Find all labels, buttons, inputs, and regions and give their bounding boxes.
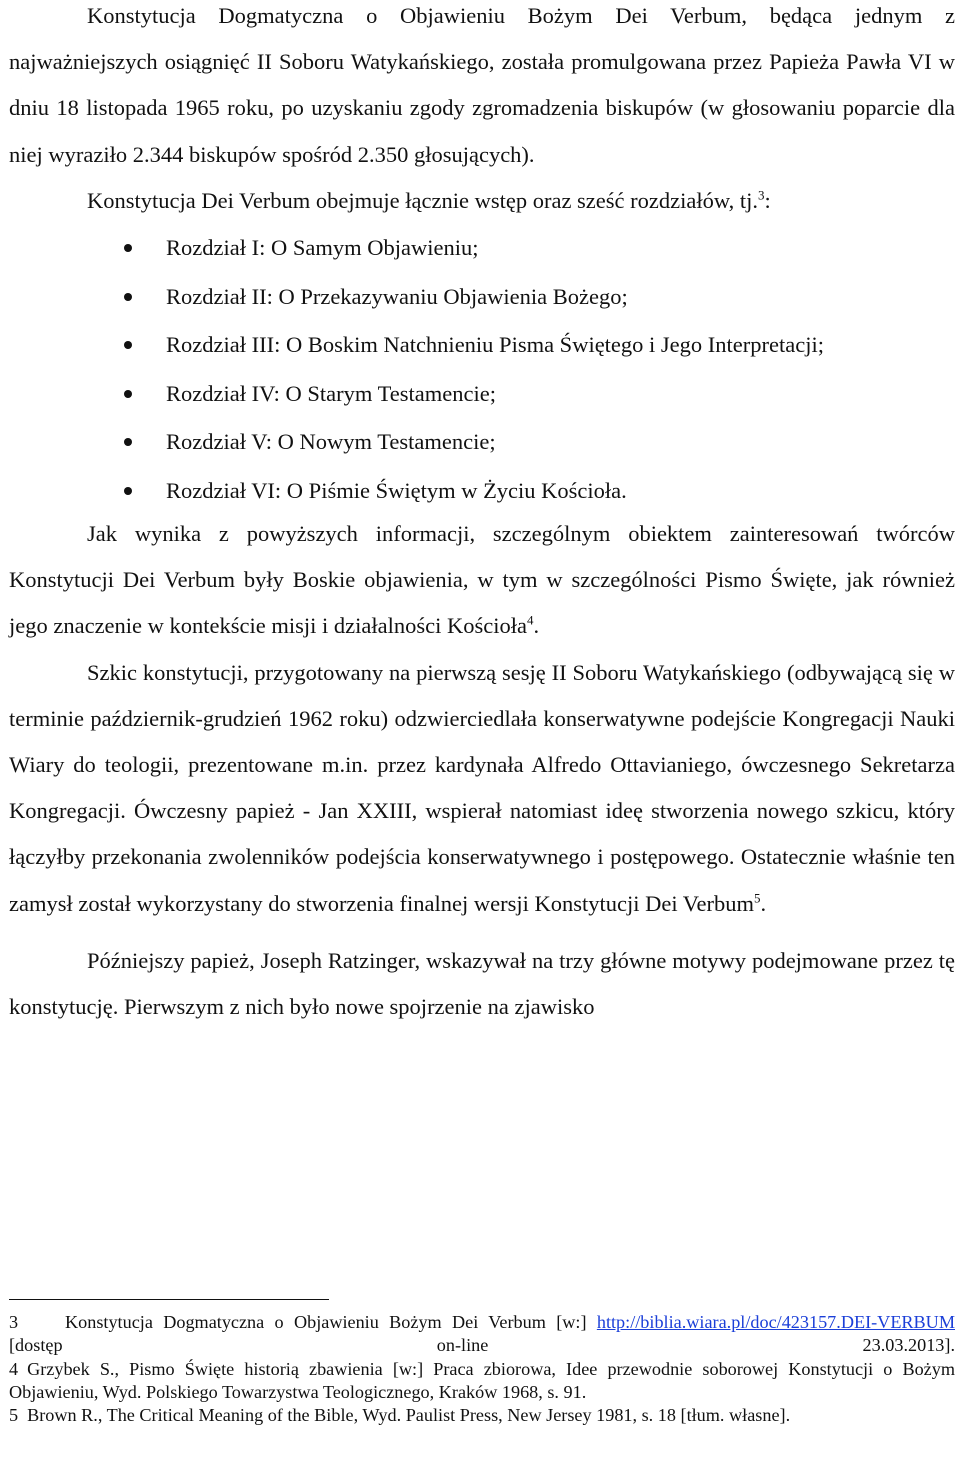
chapter-label: Rozdział II: O Przekazywaniu Objawienia Bożego; — [166, 283, 628, 309]
bullet-icon — [124, 438, 132, 446]
footnote-text: Grzybek S., Pismo Święte historią zbawienia [w:] Praca zbiorowa, Idee przewodnie soborowej Konstytucji o Bożym Objawieniu, Wyd. Polskiego Towarzystwa Teologicznego, Kraków 1968, s. 91. — [9, 1358, 955, 1402]
draft-tail: . — [760, 890, 767, 916]
footnote-5 — [9, 1404, 955, 1427]
footnote-text-after: [dostęp on-line 23.03.2013]. — [9, 1335, 955, 1356]
footnote-number: 5 — [9, 1405, 19, 1426]
chapters-intro-tail: : — [764, 187, 771, 213]
chapter-label: Rozdział VI: O Piśmie Świętym w Życiu Kościoła. — [166, 477, 627, 503]
bullet-icon — [124, 487, 132, 495]
footnote-ref-4[interactable]: 4 — [526, 612, 534, 628]
footnote-divider — [9, 1299, 329, 1300]
chapter-list — [9, 224, 955, 515]
footnote-4 — [9, 1358, 955, 1405]
interests-tail: . — [533, 613, 540, 639]
list-item — [9, 224, 955, 273]
list-item — [9, 321, 955, 370]
list-item — [9, 273, 955, 322]
bullet-icon — [124, 293, 132, 301]
list-item — [9, 370, 955, 419]
chapters-intro-text: Konstytucja Dei Verbum obejmuje łącznie wstęp oraz sześć rozdziałów, tj. — [87, 187, 759, 213]
list-item — [9, 418, 955, 467]
paragraph-ratzinger: Późniejszy papież, Joseph Ratzinger, wskazywał na trzy główne motywy podejmowane przez tę konstytucję. Pierwszym z nich było nowe spojrzenie na zjawisko — [9, 947, 955, 1020]
footnote-text: Konstytucja Dogmatyczna o Objawieniu Bożym Dei Verbum [w:] — [65, 1312, 587, 1332]
interests-text: Jak wynika z powyższych informacji, szczególnym obiektem zainteresowań twórców Konstytucji Dei Verbum były Boskie objawienia, w tym w szczególności Pismo Święte, jak również jego znaczenie w kontekście misji i działalności Kościoła — [9, 521, 955, 639]
paragraph-intro: Konstytucja Dogmatyczna o Objawieniu Bożym Dei Verbum, będąca jednym z najważniejszych osiągnięć II Soboru Watykańskiego, została promulgowana przez Papieża Pawła VI w dniu 18 listopada 1965 roku, po uzyskaniu zgody zgromadzenia biskupów (w głosowaniu poparcie dla niej wyraziło 2.344 biskupów spośród 2.350 głosujących). — [9, 3, 955, 167]
footnote-3 — [9, 1311, 955, 1358]
footnote-text: Brown R., The Critical Meaning of the Bible, Wyd. Paulist Press, New Jersey 1981, s. 18 [tłum. własne]. — [27, 1405, 791, 1426]
chapter-label: Rozdział I: O Samym Objawieniu; — [166, 235, 479, 261]
footnote-number: 4 — [9, 1358, 19, 1379]
chapter-label: Rozdział III: O Boskim Natchnieniu Pisma Świętego i Jego Interpretacji; — [166, 332, 824, 358]
bullet-icon — [124, 390, 132, 398]
bullet-icon — [124, 341, 132, 349]
paragraph-interests — [9, 511, 955, 650]
paragraph-draft — [9, 650, 955, 927]
footnote-link[interactable]: http://biblia.wiara.pl/doc/423157.DEI-VERBUM — [596, 1312, 955, 1332]
document-page — [9, 0, 955, 1030]
footnotes — [9, 1311, 955, 1427]
footnote-ref-5[interactable]: 5 — [754, 890, 761, 906]
bullet-icon — [124, 244, 132, 252]
chapter-label: Rozdział IV: O Starym Testamencie; — [166, 380, 496, 406]
list-item — [9, 467, 955, 516]
footnote-ref-3[interactable]: 3 — [758, 187, 765, 203]
draft-text: Szkic konstytucji, przygotowany na pierwszą sesję II Soboru Watykańskiego (odbywającą się w terminie październik-grudzień 1962 roku) odzwierciedlała konserwatywne podejście Kongregacji Nauki Wiary do teologii, prezentowane m.in. przez kardynała Alfredo Ottavianiego, ówczesnego Sekretarza Kongregacji. Ówczesny papież - Jan XXIII, wspierał natomiast ideę stworzenia nowego szkicu, który łączyłby przekonania zwolenników podejścia konserwatywnego i postępowego. Ostatecznie właśnie ten zamysł został wykorzystany do stworzenia finalnej wersji Konstytucji Dei Verbum — [9, 659, 955, 916]
chapter-label: Rozdział V: O Nowym Testamencie; — [166, 429, 496, 455]
paragraph-chapters-intro — [9, 178, 955, 224]
footnote-number: 3 — [9, 1312, 19, 1332]
